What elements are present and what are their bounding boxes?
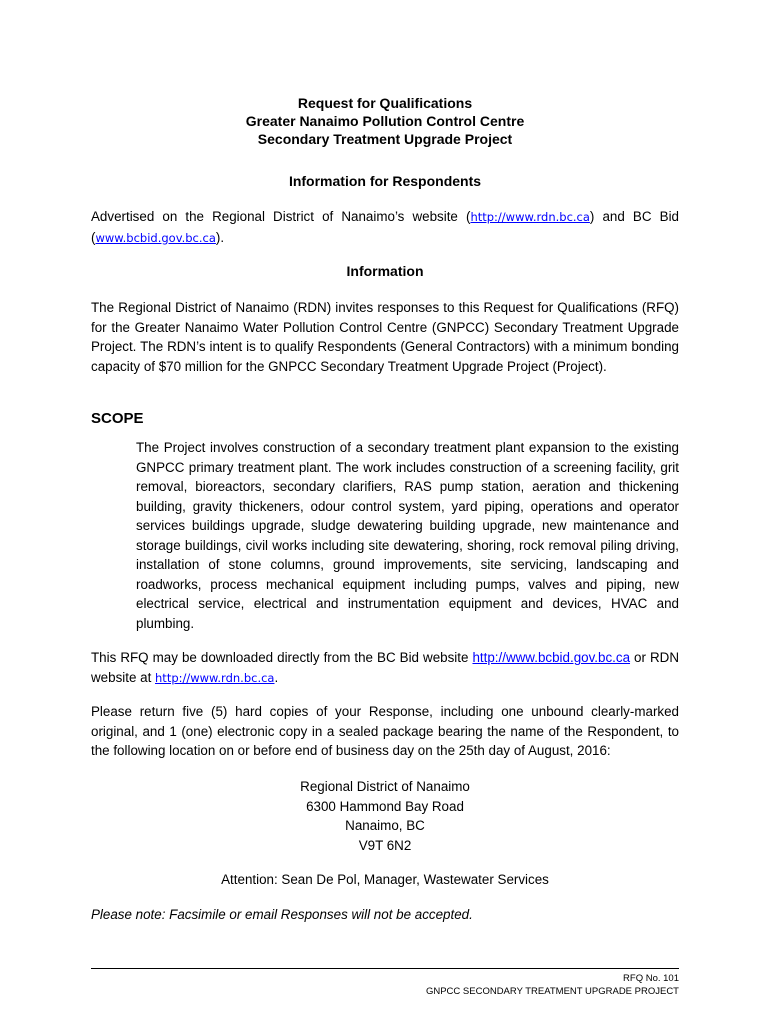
title-line-2: Greater Nanaimo Pollution Control Centre bbox=[245, 113, 525, 129]
rdn-website-link[interactable]: http://www.rdn.bc.ca bbox=[470, 210, 590, 224]
document-title bbox=[91, 94, 679, 148]
footer-rfq-number: RFQ No. 101 bbox=[623, 973, 679, 984]
address-line-1: Regional District of Nanaimo bbox=[300, 779, 470, 794]
information-paragraph: The Regional District of Nanaimo (RDN) invites responses to this Request for Qualifications (RFQ) for the Greater Nanaimo Water Pollution Control Centre (GNPCC) Secondary Treatment Upgrade Project. The RDN’s intent is to qualify Respondents (General Contractors) with a minimum bonding capacity of $70 million for the GNPCC Secondary Treatment Upgrade Project (Project). bbox=[91, 300, 679, 374]
title-line-3: Secondary Treatment Upgrade Project bbox=[257, 131, 513, 147]
bcbid-website-link[interactable]: www.bcbid.gov.bc.ca bbox=[95, 230, 216, 245]
address-line-3: Nanaimo, BC bbox=[345, 818, 425, 833]
advertised-text-1: Advertised on the Regional District of Nanaimo’s website ( bbox=[91, 209, 471, 224]
information-heading: Information bbox=[346, 263, 424, 279]
footer-project-name: GNPCC SECONDARY TREATMENT UPGRADE PROJECT bbox=[425, 985, 679, 997]
scope-paragraph: The Project involves construction of a secondary treatment plant expansion to the existing GNPCC primary treatment plant. The work includes construction of a screening facility, grit removal, bioreactors, secondary clarifiers, RAS pump station, aeration and thickening building, gravity thickeners, odour control system, yard piping, operations and operator services buildings upgrade, sludge dewatering building upgrade, new maintenance and storage buildings, civil works including site dewatering, shoring, rock removal piling driving, installation of stone columns, ground improvements, site servicing, landscaping and roadworks, process mechanical equipment including pumps, valves and piping, new electrical service, electrical and instrumentation equipment and devices, HVAC and plumbing. bbox=[136, 440, 679, 631]
advertised-text-2: ) and BC Bid ( bbox=[91, 209, 679, 245]
advertised-paragraph bbox=[91, 207, 679, 248]
mailing-address bbox=[91, 777, 679, 855]
return-paragraph: Please return five (5) hard copies of your Response, including one unbound clearly-marked original, and 1 (one) electronic copy in a sealed package bearing the name of the Respondent, to the following location on or before end of business day on the 25th day of August, 2016: bbox=[91, 704, 679, 758]
download-text-3: . bbox=[274, 669, 279, 685]
download-text-2: or RDN website at bbox=[91, 650, 679, 685]
bcbid-download-link[interactable]: http://www.bcbid.gov.bc.ca bbox=[472, 650, 631, 665]
title-line-1: Request for Qualifications bbox=[297, 95, 473, 111]
address-line-4: V9T 6N2 bbox=[358, 837, 412, 853]
attention-line: Attention: Sean De Pol, Manager, Wastewater Services bbox=[221, 872, 549, 887]
scope-heading: SCOPE bbox=[91, 410, 144, 427]
address-line-2: 6300 Hammond Bay Road bbox=[306, 798, 464, 814]
footer-divider bbox=[91, 968, 679, 969]
info-for-respondents-heading: Information for Respondents bbox=[288, 173, 482, 189]
submission-note: Please note: Facsimile or email Responses will not be accepted. bbox=[91, 907, 473, 922]
rdn-download-link[interactable]: http://www.rdn.bc.ca bbox=[155, 670, 275, 685]
page-footer bbox=[91, 973, 679, 998]
download-text-1: This RFQ may be downloaded directly from the BC Bid website bbox=[91, 650, 473, 665]
advertised-text-3: ). bbox=[215, 229, 225, 245]
download-paragraph bbox=[91, 648, 679, 688]
